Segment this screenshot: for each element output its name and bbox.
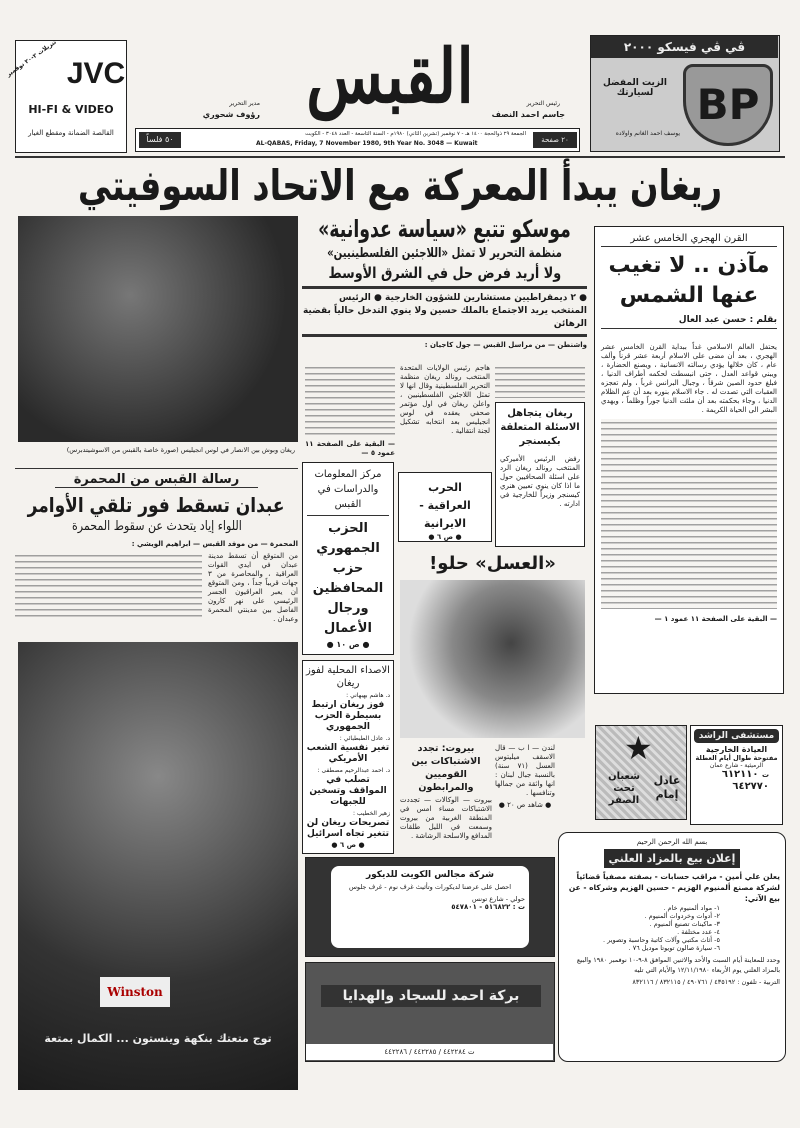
newspaper-logo: القبس [306,34,474,120]
essay-kicker: القرن الهجري الخامس عشر [601,233,777,247]
hospital-phone-2: ٦٤٢٧٧٠ [732,781,769,792]
info-center-title: مركز المعلومات والدراسات في القبس [307,467,389,516]
price-badge: ٥٠ فلساً [139,132,181,148]
auction-item: ٤- عدد مختلفة . [677,928,720,936]
decor-panel [331,866,529,948]
lead-rule [302,286,587,289]
bp-logo: BP [683,64,773,146]
reagan-bush-photo [18,216,298,442]
lead-text: هاجم رئيس الولايات المتحدة المنتخب رونالد ريغان منظمة التحرير الفلسطينية وقال انها لا تمثل اللاجئين الفلسطينيين ، واعلن ريغان في اول مؤتمر صحفي يعقده في لوس انجيليس بعد انتخابه تشكيل لجنة انتقالية . [400,364,490,435]
winston-logo: Winston [100,977,170,1007]
winston-slogan: توج متعتك بنكهة وينستون ... الكمال بمتعة [44,1032,272,1045]
honey-photo [400,580,585,738]
auction-item: ٥- أثاث مكتبي وآلات كاتبة وحاسبة وتصوير . [603,936,720,944]
auction-basmala: بسم الله الرحمن الرحيم [636,838,708,846]
echo-quote: فوز ريغان ارتبط بسيطرة الحزب الجمهوري [311,700,385,732]
gulf-war-title: الحرب العراقية - الايرانية [419,481,471,530]
decor-address: حولي - شارع تونس [471,895,525,903]
echo-author: د. عادل الطبطبائي : [339,735,390,742]
decor-phone: ت : ٥١٦٨٢٢ - ٥٤٧٨٠١ [451,903,525,911]
lead-subheadline-2: ولا أريد فرض حل في الشرق الأوسط [328,264,561,282]
info-center-page: ● ص ١٠ ● [326,640,370,649]
auction-item: ٣- ماكينات تصنيع ألمنيوم . [649,920,720,928]
lead-headline: موسكو تتبع «سياسة عدوانية» [318,215,571,243]
film-actor: عادل إمام [653,774,681,801]
gulf-war-box [398,472,492,542]
lead-header [302,213,587,350]
honey-text: لندن — ا ب — قال الاسقف ميليتوس العسل (٧١ سنة) بالنسبة جبال لبنان : انها واثقة من جمالها وتنافسها . [495,744,555,797]
lead-dateline: واشنطن — من مراسل القبس — جول كاجيان : [424,341,587,349]
carpet-phones: ت ٤٤٢٢٨٤ / ٤٤٢٢٨٥ / ٤٤٢٢٨٦ [306,1044,553,1060]
abadan-columns [15,552,298,624]
essay-headline: مآذن .. لا تغيب عنها الشمس [608,253,770,308]
jvc-logo: JVC [66,57,126,90]
chief-editor-label: رئيس التحرير [526,100,560,107]
hospital-phone-1: ٦١٢١١٠ [721,769,759,780]
essay-byline: بقلم : حسن عبد العال [601,315,777,329]
date-arabic: الجمعة ٢٩ ذوالحجة ١٤٠٠ هـ - ٧ نوفمبر (تشرين الثاني) ١٩٨٠م - السنة التاسعة - العدد ٣٠٤٨ - الكويت [305,131,526,137]
jvc-footer: القالصة الضمانة ومقطع الغيار [28,129,114,137]
hospital-ad[interactable] [690,725,783,825]
essay-continued: — البقية على الصفحة ١١ عمود ١ — [654,615,777,623]
left-middle-column [302,462,394,854]
auction-item: ١- مواد ألمنيوم خام . [663,904,720,912]
hospital-line-2: مفتوحة طوال أيام العطلة [695,754,778,762]
lead-continued: — البقية على الصفحة ١١ عمود ٥ — [305,440,395,457]
auction-outro: وحدد للمعاينة أيام السبت والأحد والاثنين الموافق ٨-٩-١٠ نوفمبر ١٩٨٠ والبيع بالمزاد العلني يوم الأربعاء ١٢/١١/١٩٨٠ والأيام التي تليه [576,956,780,974]
essay-column-text [601,419,777,609]
abadan-subheadline: اللواء إياد يتحدث عن سقوط المحمرة [71,519,242,534]
auction-item: ٢- أدوات وخردوات ألمنيوم . [644,912,720,920]
beirut-headline: بيروت: تجدد الاشتباكات بين القوميين والمرابطون [411,743,481,793]
auction-ad[interactable] [558,832,786,1062]
gulf-war-page: ● ص ٦ ● [428,533,462,541]
beirut-story [400,742,492,841]
abadan-text: من المتوقع أن تسقط مدينة عبدان في ايدي القوات العراقية ، والمحاصرة من ٣ جهات قريباً جداً ، ومن المتوقع أن يعبر العراقيون الجسر الرئيسي على نهر كارون الفاصل بين مدينتي المحمرة وعبدان . [208,552,298,623]
date-english: AL-QABAS, Friday, 7 November 1980, 9th Year No. 3048 — Kuwait [256,140,478,147]
jvc-ad[interactable] [5,38,127,153]
echoes-box [302,660,394,854]
chief-editor: جاسم احمد النصف [491,110,565,119]
bp-footer: يوسف احمد الغانم واولاده [615,130,680,137]
echoes-title: الاصداء المحلية لفوز ريغان [306,665,390,689]
bp-slogan: الزيت المفضل لسيارتك [603,78,667,98]
winston-ad[interactable] [18,642,298,1090]
info-center-box [302,462,394,655]
jvc-banner: تنزيلات ٢-٢٠ نوفمبر [5,38,58,79]
echo-quote: تغير نفسية الشعب الأمريكي [306,743,390,764]
auction-item: ٦- سيارة صالون تويوتا موديل ٧٦ . [628,944,720,952]
auction-title: إعلان بيع بالمزاد العلني [604,849,740,868]
carpet-name: بركة احمد للسجاد والهدايا [321,985,541,1007]
auction-phones: التربية - تلفون : ٤٣٥١٩٢ / ٤٩٠٧٦١ / ٨٣٢١١٥ / ٨٣٢١١٦ [632,978,780,986]
echo-quote: تصلب في المواقف وتسخين للجبهات [309,775,387,807]
film-ad[interactable] [595,725,687,820]
abadan-dateline: المحمرة — من موفد القبس — ابراهيم الويشي : [131,540,298,548]
jvc-tagline: HI-FI & VIDEO [28,103,114,116]
decor-name: شركة مجالس الكويت للديكور [365,870,495,880]
echo-author: د. هاشم بهبهاني : [346,692,390,699]
date-strip [135,128,580,152]
kissinger-text: رفض الرئيس الأميركي المنتخب رونالد ريغان الرد على اسئلة الصحافيين حول ما اذا كان ينوي تعيين هنري كيسنجر وزيراً للخارجية في ادارته . [500,455,580,508]
beirut-text: بيروت — الوكالات — تجددت الاشتباكات مساء امس في المنطقة الغربية من بيروت وسمعت في الليل طلقات المدافع والاسلحة الرشاشة . [400,796,492,840]
lead-rule-2 [302,334,587,337]
abadan-column-text [15,552,202,618]
phone-label: ت [761,771,769,779]
lead-bullets: ● ٢ ديمقراطيين مستشارين للشؤون الخارجية ● الرئيس المنتخب يريد الاجتماع بالملك حسين ولا ينوي التدخل حالياً بقضية الرهائن [302,293,587,329]
echo-author: زهير الخطيب : [352,810,390,817]
abadan-kicker: رسالة القبس من المحمرة [55,472,258,488]
bp-ad[interactable] [590,35,780,152]
abadan-section [15,468,298,624]
info-center-topic: الحزب الجمهوري حزب المحافظين ورجال الأعمال [312,521,384,636]
pages-badge: ٢٠ صفحة [533,132,577,148]
hospital-name: مستشفى الراشد [694,729,779,743]
hospital-line-3: الرميثية - شارع عمان [709,762,764,769]
honey-story [495,744,555,810]
auction-intro: يعلن علي أمين - مراقب حسابات - بصفته مصفياً قضائياً لشركة مصنع ألمنيوم الهزيم - حسين الهزيم وشركاه - عن بيع الآتي: [568,872,780,903]
echoes-page: ● ص ٦ ● [331,841,365,849]
film-title: شعبان تحت الصفر [608,771,640,806]
lead-subheadline-1: منظمة التحرير لا تمثل «اللاجئين الفلسطينيين» [327,246,562,261]
honey-page: ● شاهد ص ٢٠ ● [498,801,552,809]
honey-headline: «العسل» حلو! [429,553,556,574]
lead-column-text [305,364,395,436]
echo-author: د. احمد عبدالرحيم مصطفى : [317,767,390,774]
essay-box [594,226,784,694]
managing-editor: رؤوف شحوري [202,110,260,119]
lead-column-text [495,364,585,398]
star-icon: ★ [624,729,653,767]
photo-caption: ريغان وبوش بين الانصار في لوس انجيليس (صورة خاصة بالقبس من الاسوشيتدبرس) [66,446,295,454]
kissinger-headline: ريغان يتجاهل الاسئلة المتعلقة بكيسنجر [500,408,580,447]
carpet-ad[interactable] [305,962,555,1062]
echo-quote: تصريحات ريغان لن تتغير تجاه اسرائيل [306,818,390,839]
managing-editor-label: مدير التحرير [229,100,260,107]
abadan-headline: عبدان تسقط فور تلقي الأوامر [28,493,285,517]
essay-text: يحتفل العالم الاسلامي غداً ببداية القرن الخامس عشر الهجري ، بعد أن مضى على الاسلام أربعة عشر قرناً وألف عام ، كان خلالها يؤدي رسالته الانسانية ، ويصنع الحضارة ، ويبني قواعد العدل ، حتى انبسطت لحكمه أطراف الدنيا ، فبلغ حدود الصين شرقاً ، وجبال البرانس غرباً ، ولم تعجزه العقبات التي تصدت له . جاء الاسلام بنوره بعد أن عم الظلام الدنيا ، وجاء بحكمته بعد أن ملئت الدنيا جوراً وظلماً ، ويهدي البشر الى الحياة الكريمة . [601,343,777,414]
kissinger-box [495,402,585,547]
main-headline: ريغان يبدأ المعركة مع الاتحاد السوفيتي [77,161,723,210]
hospital-line-1: العيادة الخارجية [705,745,768,754]
bp-top-banner: ڤي ڤي فيسكو ٢٠٠٠ [591,36,778,58]
hospital-phones [694,769,779,793]
decor-ad[interactable] [305,857,555,957]
decor-desc: احصل على عرضنا لديكورات وتأثيث غرف نوم - غرف جلوس [348,883,512,891]
